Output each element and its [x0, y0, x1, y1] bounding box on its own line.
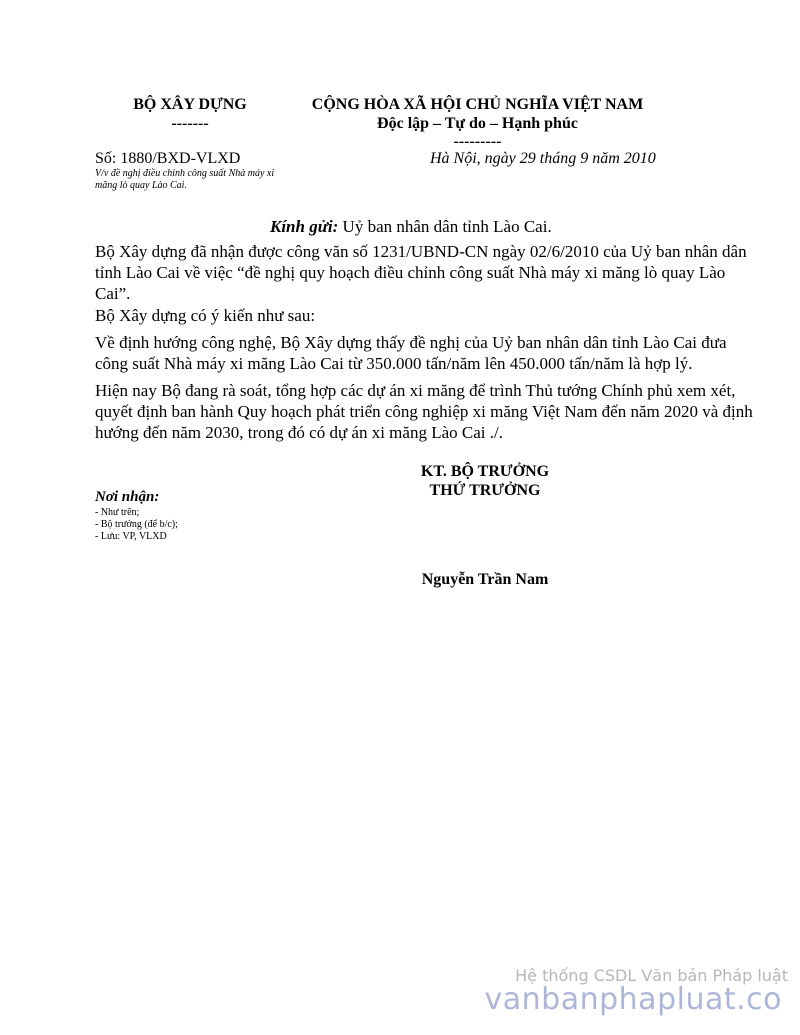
signature-title-1: KT. BỘ TRƯỞNG: [420, 463, 550, 480]
summary-line-2: măng lò quay Lào Cai.: [95, 180, 187, 191]
paragraph-1-line-1: Bộ Xây dựng đã nhận được công văn số 1231/UBND-CN ngày 02/6/2010 của Uỷ ban nhân dân: [95, 242, 747, 261]
paragraph-2-line-1: Bộ Xây dựng có ý kiến như sau:: [95, 306, 316, 325]
agency-rule: -------: [171, 115, 209, 132]
salutation-recipient: Uỷ ban nhân dân tỉnh Lào Cai.: [342, 217, 552, 236]
document-number: Số: 1880/BXD-VLXD: [95, 150, 241, 167]
recipient-item-3: - Lưu: VP, VLXD: [95, 531, 167, 542]
salutation-label: Kính gửi:: [270, 217, 339, 236]
paragraph-4-line-3: hướng đến năm 2030, trong đó có dự án xi măng Lào Cai ./.: [95, 423, 503, 442]
recipient-item-2: - Bộ trưởng (để b/c);: [95, 519, 178, 530]
paragraph-3-line-1: Về định hướng công nghệ, Bộ Xây dựng thấy đề nghị của Uỷ ban nhân dân tỉnh Lào Cai đưa: [95, 333, 727, 352]
agency-name: BỘ XÂY DỰNG: [133, 96, 247, 113]
recipients-title: Nơi nhận:: [95, 489, 160, 505]
recipient-item-1: - Như trên;: [95, 507, 140, 518]
paragraph-1-line-2: tỉnh Lào Cai về việc “đề nghị quy hoạch điều chỉnh công suất Nhà máy xi măng lò quay Lào: [95, 263, 726, 282]
place-date: Hà Nội, ngày 29 tháng 9 năm 2010: [430, 150, 656, 167]
summary-line-1: V/v đề nghị điều chỉnh công suất Nhà máy xi: [95, 168, 275, 179]
watermark-line-1: Hệ thống CSDL Văn bản Pháp luật: [515, 966, 788, 985]
national-motto: Độc lập – Tự do – Hạnh phúc: [377, 115, 578, 132]
signature-title-2: THỨ TRƯỞNG: [429, 482, 541, 499]
motto-rule: ---------: [453, 133, 502, 150]
salutation: [270, 216, 552, 237]
paragraph-3-line-2: công suất Nhà máy xi măng Lào Cai từ 350.000 tấn/năm lên 450.000 tấn/năm là hợp lý.: [95, 354, 693, 373]
paragraph-4-line-2: quyết định ban hành Quy hoạch phát triển công nghiệp xi măng Việt Nam đến năm 2020 và định: [95, 402, 753, 421]
watermark-line-2: vanbanphapluat.co: [484, 982, 782, 1017]
paragraph-1-line-3: Cai”.: [95, 284, 131, 303]
signer-name: Nguyễn Trần Nam: [421, 571, 549, 588]
country-name: CỘNG HÒA XÃ HỘI CHỦ NGHĨA VIỆT NAM: [311, 96, 644, 113]
paragraph-4-line-1: Hiện nay Bộ đang rà soát, tổng hợp các dự án xi măng để trình Thủ tướng Chính phủ xem xét,: [95, 381, 736, 400]
